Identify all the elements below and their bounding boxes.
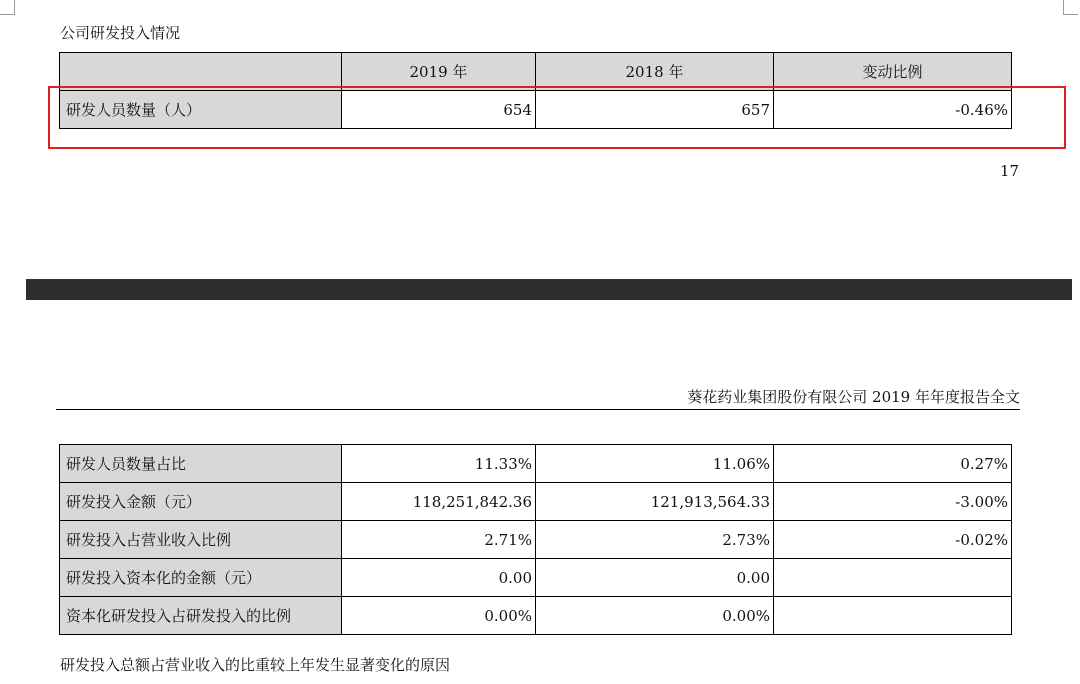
row-label: 研发投入金额（元） [60,483,342,521]
cell-2018: 0.00 [536,559,774,597]
header-cell-label [60,53,342,91]
cell-change [774,559,1012,597]
running-header: 葵花药业集团股份有限公司 2019 年年度报告全文 [687,388,1020,406]
footer-text: 研发投入总额占营业收入的比重较上年发生显著变化的原因 [60,656,451,674]
crop-mark-left [0,0,15,15]
highlight-box [48,86,1066,149]
cell-2019: 0.00% [342,597,536,635]
cell-2018: 657 [536,91,774,129]
page-number: 17 [1000,162,1020,180]
crop-mark-right [1063,0,1078,15]
table-row [60,597,1012,635]
cell-change: -0.46% [774,91,1012,129]
table-header-row [60,53,1012,91]
rd-table-bottom [59,444,1012,635]
header-cell-change: 变动比例 [774,53,1012,91]
table-row [60,559,1012,597]
cell-2019: 0.00 [342,559,536,597]
table-row [60,445,1012,483]
cell-2019: 118,251,842.36 [342,483,536,521]
header-cell-2019: 2019 年 [342,53,536,91]
table-row [60,483,1012,521]
header-cell-2018: 2018 年 [536,53,774,91]
cell-2018: 121,913,564.33 [536,483,774,521]
cell-change: -3.00% [774,483,1012,521]
cell-2018: 0.00% [536,597,774,635]
cell-2018: 11.06% [536,445,774,483]
header-rule [56,409,1020,410]
row-label: 研发投入占营业收入比例 [60,521,342,559]
row-label: 研发投入资本化的金额（元） [60,559,342,597]
table-row [60,521,1012,559]
cell-2019: 2.71% [342,521,536,559]
cell-2019: 11.33% [342,445,536,483]
cell-change [774,597,1012,635]
row-label: 研发人员数量（人） [60,91,342,129]
cell-2018: 2.73% [536,521,774,559]
cell-2019: 654 [342,91,536,129]
cell-change: 0.27% [774,445,1012,483]
row-label: 资本化研发投入占研发投入的比例 [60,597,342,635]
row-label: 研发人员数量占比 [60,445,342,483]
page-divider [26,279,1072,300]
cell-change: -0.02% [774,521,1012,559]
section-title: 公司研发投入情况 [60,24,181,42]
